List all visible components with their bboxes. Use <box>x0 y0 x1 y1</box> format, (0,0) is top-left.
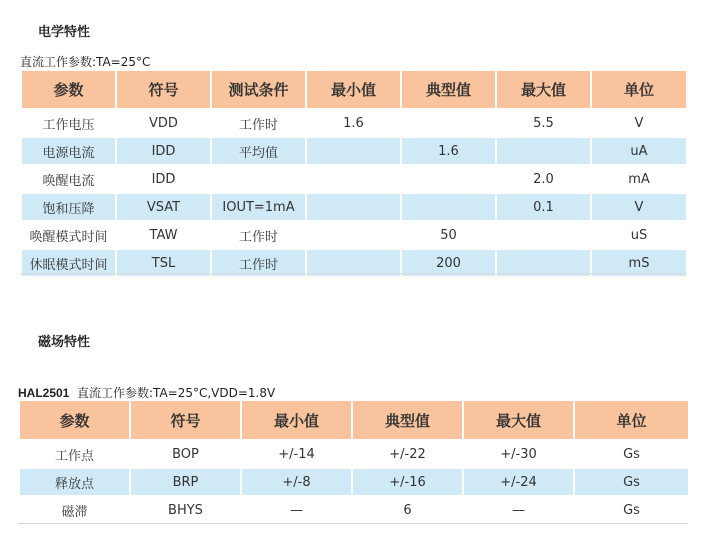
cell-min <box>306 193 401 221</box>
header-param: 参数 <box>19 400 130 440</box>
cell-max: +/-30 <box>463 440 574 468</box>
cell-condition: 工作时 <box>211 249 306 277</box>
table-row <box>19 496 689 524</box>
cell-param: 工作电压 <box>21 109 116 137</box>
header-min: 最小值 <box>241 400 352 440</box>
cell-unit: Gs <box>574 468 689 496</box>
magnetic-condition: 直流工作参数:TA=25°C,VDD=1.8V <box>77 386 276 400</box>
cell-param: 工作点 <box>19 440 130 468</box>
cell-max: 5.5 <box>496 109 591 137</box>
cell-min: 1.6 <box>306 109 401 137</box>
electrical-table <box>20 69 688 278</box>
header-symbol: 符号 <box>130 400 241 440</box>
cell-typ <box>401 165 496 193</box>
cell-symbol: VDD <box>116 109 211 137</box>
cell-param: 唤醒电流 <box>21 165 116 193</box>
cell-min: — <box>241 496 352 524</box>
cell-symbol: TSL <box>116 249 211 277</box>
cell-max: 2.0 <box>496 165 591 193</box>
cell-symbol: BRP <box>130 468 241 496</box>
table-row <box>21 109 687 137</box>
cell-symbol: IDD <box>116 165 211 193</box>
table-row <box>21 165 687 193</box>
header-max: 最大值 <box>496 70 591 109</box>
cell-param: 电源电流 <box>21 137 116 165</box>
cell-max: +/-24 <box>463 468 574 496</box>
table-row <box>21 193 687 221</box>
cell-symbol: BHYS <box>130 496 241 524</box>
cell-typ: 50 <box>401 221 496 249</box>
cell-unit: Gs <box>574 440 689 468</box>
cell-unit: uS <box>591 221 687 249</box>
model-name: HAL2501 <box>18 386 70 400</box>
cell-symbol: VSAT <box>116 193 211 221</box>
table-row <box>21 221 687 249</box>
cell-condition: 工作时 <box>211 109 306 137</box>
cell-condition: 平均值 <box>211 137 306 165</box>
magnetic-section-title: 磁场特性 <box>38 335 91 350</box>
header-typ: 典型值 <box>401 70 496 109</box>
cell-unit: V <box>591 193 687 221</box>
cell-min: +/-8 <box>241 468 352 496</box>
cell-param: 唤醒模式时间 <box>21 221 116 249</box>
cell-max <box>496 137 591 165</box>
header-unit: 单位 <box>591 70 687 109</box>
cell-symbol: BOP <box>130 440 241 468</box>
header-unit: 单位 <box>574 400 689 440</box>
cell-min: +/-14 <box>241 440 352 468</box>
header-param: 参数 <box>21 70 116 109</box>
cell-param: 磁滞 <box>19 496 130 524</box>
header-min: 最小值 <box>306 70 401 109</box>
table-row <box>19 440 689 468</box>
cell-condition: 工作时 <box>211 221 306 249</box>
cell-min <box>306 137 401 165</box>
cell-unit: uA <box>591 137 687 165</box>
header-test-condition: 测试条件 <box>211 70 306 109</box>
cell-min <box>306 221 401 249</box>
header-max: 最大值 <box>463 400 574 440</box>
cell-min <box>306 165 401 193</box>
magnetic-table <box>18 399 690 525</box>
cell-max <box>496 221 591 249</box>
cell-symbol: TAW <box>116 221 211 249</box>
cell-typ <box>401 109 496 137</box>
electrical-condition: 直流工作参数:TA=25°C <box>20 55 151 69</box>
cell-typ: 200 <box>401 249 496 277</box>
table-divider <box>20 273 686 274</box>
cell-max: — <box>463 496 574 524</box>
cell-unit: V <box>591 109 687 137</box>
cell-condition: IOUT=1mA <box>211 193 306 221</box>
header-symbol: 符号 <box>116 70 211 109</box>
cell-typ: +/-16 <box>352 468 463 496</box>
electrical-section-title: 电学特性 <box>38 25 91 40</box>
cell-typ: 6 <box>352 496 463 524</box>
cell-param: 饱和压降 <box>21 193 116 221</box>
table-row <box>19 468 689 496</box>
table-divider <box>18 523 688 524</box>
cell-condition <box>211 165 306 193</box>
cell-max: 0.1 <box>496 193 591 221</box>
cell-typ: +/-22 <box>352 440 463 468</box>
cell-unit: mA <box>591 165 687 193</box>
table-row <box>21 137 687 165</box>
cell-param: 释放点 <box>19 468 130 496</box>
cell-param: 休眠模式时间 <box>21 249 116 277</box>
cell-typ: 1.6 <box>401 137 496 165</box>
cell-unit: mS <box>591 249 687 277</box>
cell-symbol: IDD <box>116 137 211 165</box>
cell-unit: Gs <box>574 496 689 524</box>
header-typ: 典型值 <box>352 400 463 440</box>
cell-typ <box>401 193 496 221</box>
